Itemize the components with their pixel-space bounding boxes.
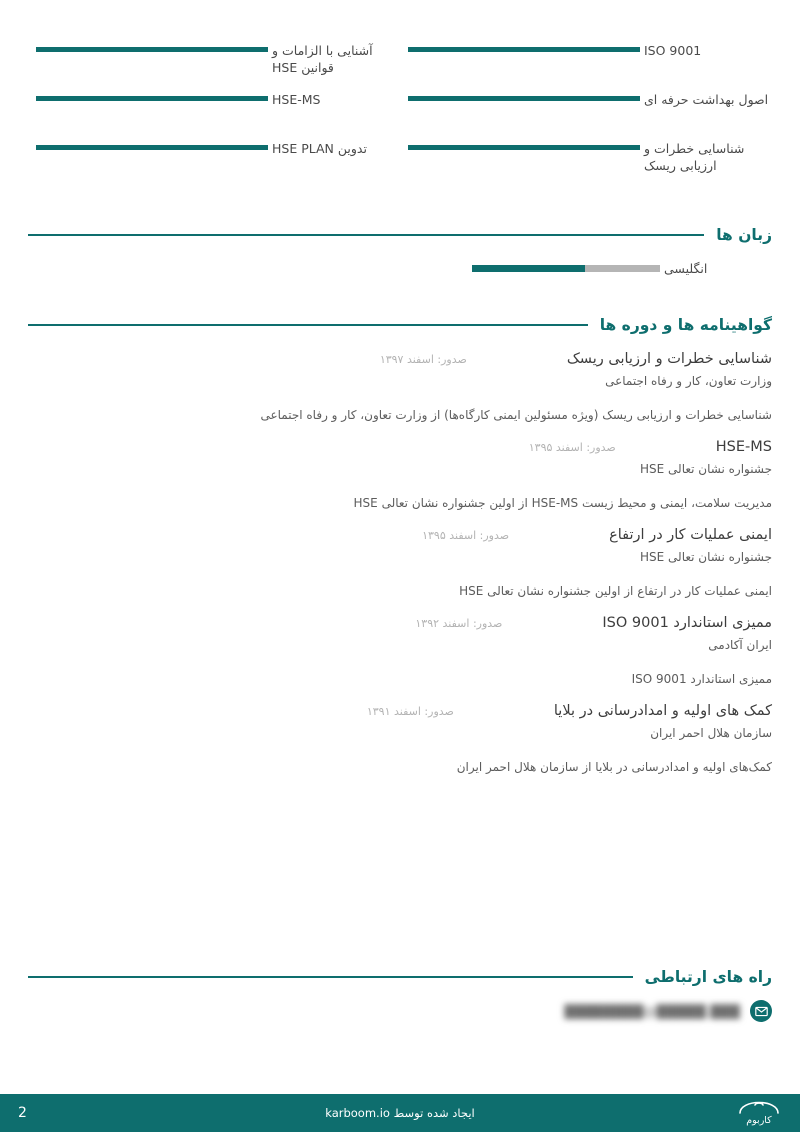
footer-credit: ایجاد شده توسط karboom.io [325, 1106, 475, 1120]
email-value: ████████@█████.███ [564, 1003, 740, 1019]
languages-section [0, 226, 800, 276]
skill-bar-fill [36, 96, 268, 101]
skills-column-primary [28, 38, 400, 185]
skill-bar [400, 38, 640, 52]
certificate-header [28, 615, 772, 631]
languages-heading [28, 226, 772, 244]
certificates-section [0, 316, 800, 791]
skill-bar-track [408, 47, 640, 52]
certificate-description: ایمنی عملیات کار در ارتفاع از اولین جشنواره نشان تعالی HSE [459, 584, 772, 598]
certificate-title: شناسایی خطرات و ارزیابی ریسک [566, 351, 772, 367]
certificate-header [28, 703, 772, 719]
skill-label: آشنایی با الزامات و قوانین HSE [272, 43, 373, 75]
language-item [28, 261, 772, 276]
certificate-item [28, 527, 772, 598]
skill-item [28, 136, 400, 185]
certificate-description: کمک‌های اولیه و امدادرسانی در بلایا از سازمان هلال احمر ایران [456, 760, 772, 774]
skill-label: شناسایی خطرات و ارزیابی ریسک [644, 141, 745, 173]
certificate-item [28, 351, 772, 422]
certificates-heading [28, 316, 772, 334]
certificate-date: صدور: اسفند ۱۳۹۲ [415, 617, 503, 630]
skill-label: ISO 9001 [644, 43, 702, 58]
skill-item [400, 38, 772, 87]
skills-column-secondary [400, 38, 772, 185]
certificate-issuer: جشنواره نشان تعالی HSE [640, 462, 772, 476]
karboom-logo [702, 1100, 782, 1126]
certificate-item [28, 703, 772, 774]
certificate-description: مدیریت سلامت، ایمنی و محیط زیست HSE-MS از اولین جشنواره نشان تعالی HSE [353, 496, 772, 510]
page-footer [0, 1094, 800, 1132]
certificate-issuer: ایران آکادمی [708, 638, 772, 652]
skill-item [400, 87, 772, 136]
skill-label: HSE-MS [272, 92, 321, 107]
envelope-icon [750, 1000, 772, 1022]
certificate-item [28, 615, 772, 686]
contact-item-email[interactable] [28, 1000, 772, 1022]
skill-bar [28, 38, 268, 52]
certificate-issuer: سازمان هلال احمر ایران [650, 726, 772, 740]
skills-section [0, 38, 800, 185]
heading-rule [28, 976, 633, 978]
section-title: گواهینامه ها و دوره ها [599, 316, 772, 334]
skill-bar-fill [408, 47, 640, 52]
certificate-description: شناسایی خطرات و ارزیابی ریسک (ویژه مسئولین ایمنی کارگاه‌ها) از وزارت تعاون، کار و رفاه اجتماعی [260, 408, 772, 422]
skill-bar [28, 136, 268, 150]
skill-bar-fill [36, 47, 268, 52]
certificate-header [28, 351, 772, 367]
skill-bar [28, 87, 268, 101]
contact-section [0, 968, 800, 1022]
certificate-header [28, 527, 772, 543]
skill-bar-track [36, 96, 268, 101]
certificate-title: ایمنی عملیات کار در ارتفاع [609, 527, 772, 543]
skill-item [400, 136, 772, 185]
language-bar-track [472, 265, 660, 272]
skill-label: تدوین HSE PLAN [272, 141, 367, 156]
skill-bar-fill [408, 96, 640, 101]
heading-rule [28, 324, 588, 326]
contact-heading [28, 968, 772, 986]
certificate-title: HSE-MS [715, 439, 772, 455]
section-title: راه های ارتباطی [644, 968, 772, 986]
skill-bar-track [408, 96, 640, 101]
skill-bar-fill [408, 145, 640, 150]
skill-bar-track [408, 145, 640, 150]
certificate-title: کمک های اولیه و امدادرسانی در بلایا [553, 703, 772, 719]
certificate-description: ممیزی استاندارد ISO 9001 [631, 672, 772, 686]
language-label: انگلیسی [664, 261, 708, 276]
footer-page-number: 2 [18, 1105, 27, 1121]
certificate-issuer: جشنواره نشان تعالی HSE [640, 550, 772, 564]
certificate-date: صدور: اسفند ۱۳۹۱ [366, 705, 454, 718]
skill-label: اصول بهداشت حرفه ای [644, 92, 769, 107]
certificate-date: صدور: اسفند ۱۳۹۵ [528, 441, 616, 454]
skill-bar [400, 136, 640, 150]
language-bar [472, 265, 660, 272]
certificate-title: ممیزی استاندارد ISO 9001 [602, 615, 772, 631]
skill-item [28, 87, 400, 136]
section-title: زبان ها [716, 226, 772, 244]
certificate-date: صدور: اسفند ۱۳۹۵ [422, 529, 510, 542]
svg-text:کاربوم: کاربوم [746, 1115, 772, 1126]
language-bar-fill [472, 265, 585, 272]
certificate-item [28, 439, 772, 510]
skill-bar-track [36, 47, 268, 52]
certificate-header [28, 439, 772, 455]
skill-bar-fill [36, 145, 268, 150]
skill-item [28, 38, 400, 87]
skill-bar [400, 87, 640, 101]
certificate-date: صدور: اسفند ۱۳۹۷ [379, 353, 467, 366]
certificate-issuer: وزارت تعاون، کار و رفاه اجتماعی [605, 374, 772, 388]
heading-rule [28, 234, 704, 236]
skill-bar-track [36, 145, 268, 150]
